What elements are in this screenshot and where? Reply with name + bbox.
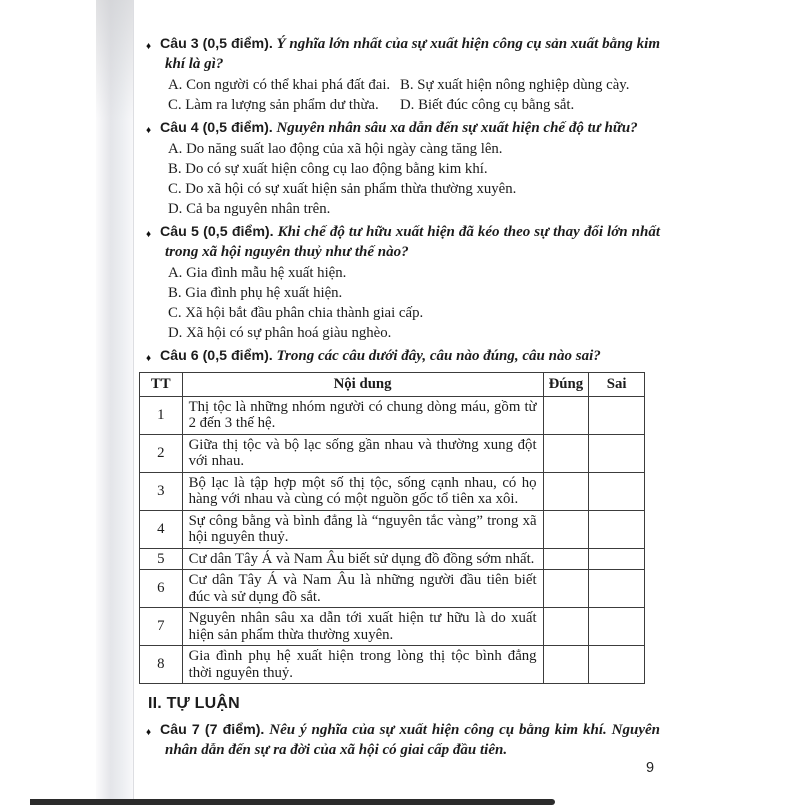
question-block-cau4 <box>148 118 660 219</box>
answer-cell-dung <box>543 472 589 510</box>
answer-cell-dung <box>543 510 589 548</box>
answer-cell-dung <box>543 396 589 434</box>
options-row <box>168 75 660 95</box>
page-spine-shadow <box>96 0 134 805</box>
answer-cell-dung <box>543 548 589 570</box>
row-content-cell: Nguyên nhân sâu xa dẫn tới xuất hiện tư hữu là do xuất hiện sản phẩm thừa thường xuyên. <box>182 608 543 646</box>
row-content-cell: Giữa thị tộc và bộ lạc sống gần nhau và thường xung đột với nhau. <box>182 434 543 472</box>
answer-cell-sai <box>589 434 645 472</box>
table-row <box>140 434 645 472</box>
diamond-bullet-icon: ♦ <box>146 41 152 52</box>
answer-cell-sai <box>589 472 645 510</box>
row-number-cell: 6 <box>140 570 183 608</box>
answer-cell-dung <box>543 646 589 684</box>
row-number-cell: 2 <box>140 434 183 472</box>
true-false-table <box>139 372 645 684</box>
diamond-bullet-icon: ♦ <box>146 727 152 738</box>
question-label: Câu 3 (0,5 điểm). <box>160 36 273 52</box>
row-content-cell: Thị tộc là những nhóm người có chung dòng máu, gồm từ 2 đến 3 thế hệ. <box>182 396 543 434</box>
page-spine-shadow-top <box>96 0 133 120</box>
question-heading <box>148 346 660 366</box>
question-block-cau3 <box>148 34 660 115</box>
question-label: Câu 4 (0,5 điểm). <box>160 120 273 136</box>
table-row <box>140 548 645 570</box>
header-cell-noidung: Nội dung <box>182 373 543 397</box>
question-block-cau7 <box>148 720 660 760</box>
question-block-cau5 <box>148 222 660 343</box>
question-text: Ý nghĩa lớn nhất của sự xuất hiện công cụ sản xuất bằng kim khí là gì? <box>165 36 661 72</box>
answer-cell-sai <box>589 548 645 570</box>
row-number-cell: 8 <box>140 646 183 684</box>
table-row <box>140 570 645 608</box>
table-header-row <box>140 373 645 397</box>
answer-cell-dung <box>543 608 589 646</box>
section-title-tu-luan: II. TỰ LUẬN <box>148 695 240 712</box>
row-content-cell: Cư dân Tây Á và Nam Âu biết sử dụng đồ đồng sớm nhất. <box>182 548 543 570</box>
row-number-cell: 4 <box>140 510 183 548</box>
option-a: A. Do năng suất lao động của xã hội ngày càng tăng lên. <box>168 141 503 157</box>
options-list <box>148 139 660 219</box>
question-block-cau6 <box>148 346 660 684</box>
question-text: Trong các câu dưới đây, câu nào đúng, câu nào sai? <box>276 348 601 364</box>
answer-cell-sai <box>589 608 645 646</box>
row-content-cell: Bộ lạc là tập hợp một số thị tộc, sống cạnh nhau, có họ hàng với nhau và cùng có một nguồn gốc tổ tiên xa xôi. <box>182 472 543 510</box>
option-c: C. Làm ra lượng sản phẩm dư thừa. <box>168 97 379 113</box>
question-text: Nêu ý nghĩa của sự xuất hiện công cụ bằng kim khí. Nguyên nhân dẫn đến sự ra đời của xã hội có giai cấp đầu tiên. <box>165 722 660 758</box>
row-content-cell: Sự công bằng và bình đẳng là “nguyên tắc vàng” trong xã hội nguyên thuỷ. <box>182 510 543 548</box>
option-a: A. Gia đình mẫu hệ xuất hiện. <box>168 265 347 281</box>
question-label: Câu 7 (7 điểm). <box>160 722 265 738</box>
header-cell-sai: Sai <box>589 373 645 397</box>
table-row <box>140 396 645 434</box>
option-a: A. Con người có thể khai phá đất đai. <box>168 77 391 93</box>
options-row <box>168 95 660 115</box>
question-label: Câu 5 (0,5 điểm). <box>160 224 274 240</box>
diamond-bullet-icon: ♦ <box>146 353 152 364</box>
option-c: C. Do xã hội có sự xuất hiện sản phẩm thừa thường xuyên. <box>168 181 517 197</box>
row-number-cell: 5 <box>140 548 183 570</box>
question-heading <box>148 720 660 760</box>
question-heading <box>148 222 660 262</box>
option-b: B. Sự xuất hiện nông nghiệp dùng cày. <box>400 77 630 93</box>
diamond-bullet-icon: ♦ <box>146 125 152 136</box>
row-content-cell: Cư dân Tây Á và Nam Âu là những người đầu tiên biết đúc và sử dụng đồ sắt. <box>182 570 543 608</box>
row-number-cell: 7 <box>140 608 183 646</box>
row-number-cell: 3 <box>140 472 183 510</box>
diamond-bullet-icon: ♦ <box>146 229 152 240</box>
exam-content <box>148 34 660 763</box>
answer-cell-sai <box>589 646 645 684</box>
header-cell-tt: TT <box>140 373 183 397</box>
options-list <box>148 263 660 343</box>
table-row <box>140 510 645 548</box>
table-row <box>140 472 645 510</box>
page-number: 9 <box>646 760 655 776</box>
option-d: D. Cả ba nguyên nhân trên. <box>168 201 331 217</box>
question-heading <box>148 118 660 138</box>
option-c: C. Xã hội bắt đầu phân chia thành giai cấp. <box>168 305 424 321</box>
options-list <box>148 75 660 115</box>
answer-cell-sai <box>589 396 645 434</box>
answer-cell-sai <box>589 570 645 608</box>
header-cell-dung: Đúng <box>543 373 589 397</box>
row-content-cell: Gia đình phụ hệ xuất hiện trong lòng thị tộc bình đẳng thời nguyên thuỷ. <box>182 646 543 684</box>
answer-cell-dung <box>543 570 589 608</box>
question-label: Câu 6 (0,5 điểm). <box>160 348 273 364</box>
question-text: Nguyên nhân sâu xa dẫn đến sự xuất hiện chế độ tư hữu? <box>276 120 638 136</box>
table-row <box>140 646 645 684</box>
option-d: D. Biết đúc công cụ bằng sắt. <box>400 97 575 113</box>
table-row <box>140 608 645 646</box>
option-b: B. Gia đình phụ hệ xuất hiện. <box>168 285 343 301</box>
question-heading <box>148 34 660 74</box>
scan-bottom-edge <box>30 799 555 805</box>
answer-cell-sai <box>589 510 645 548</box>
option-b: B. Do có sự xuất hiện công cụ lao động bằng kim khí. <box>168 161 488 177</box>
row-number-cell: 1 <box>140 396 183 434</box>
question-text: Khi chế độ tư hữu xuất hiện đã kéo theo sự thay đổi lớn nhất trong xã hội nguyên thuỷ như thế nào? <box>165 224 660 260</box>
answer-cell-dung <box>543 434 589 472</box>
option-d: D. Xã hội có sự phân hoá giàu nghèo. <box>168 325 392 341</box>
